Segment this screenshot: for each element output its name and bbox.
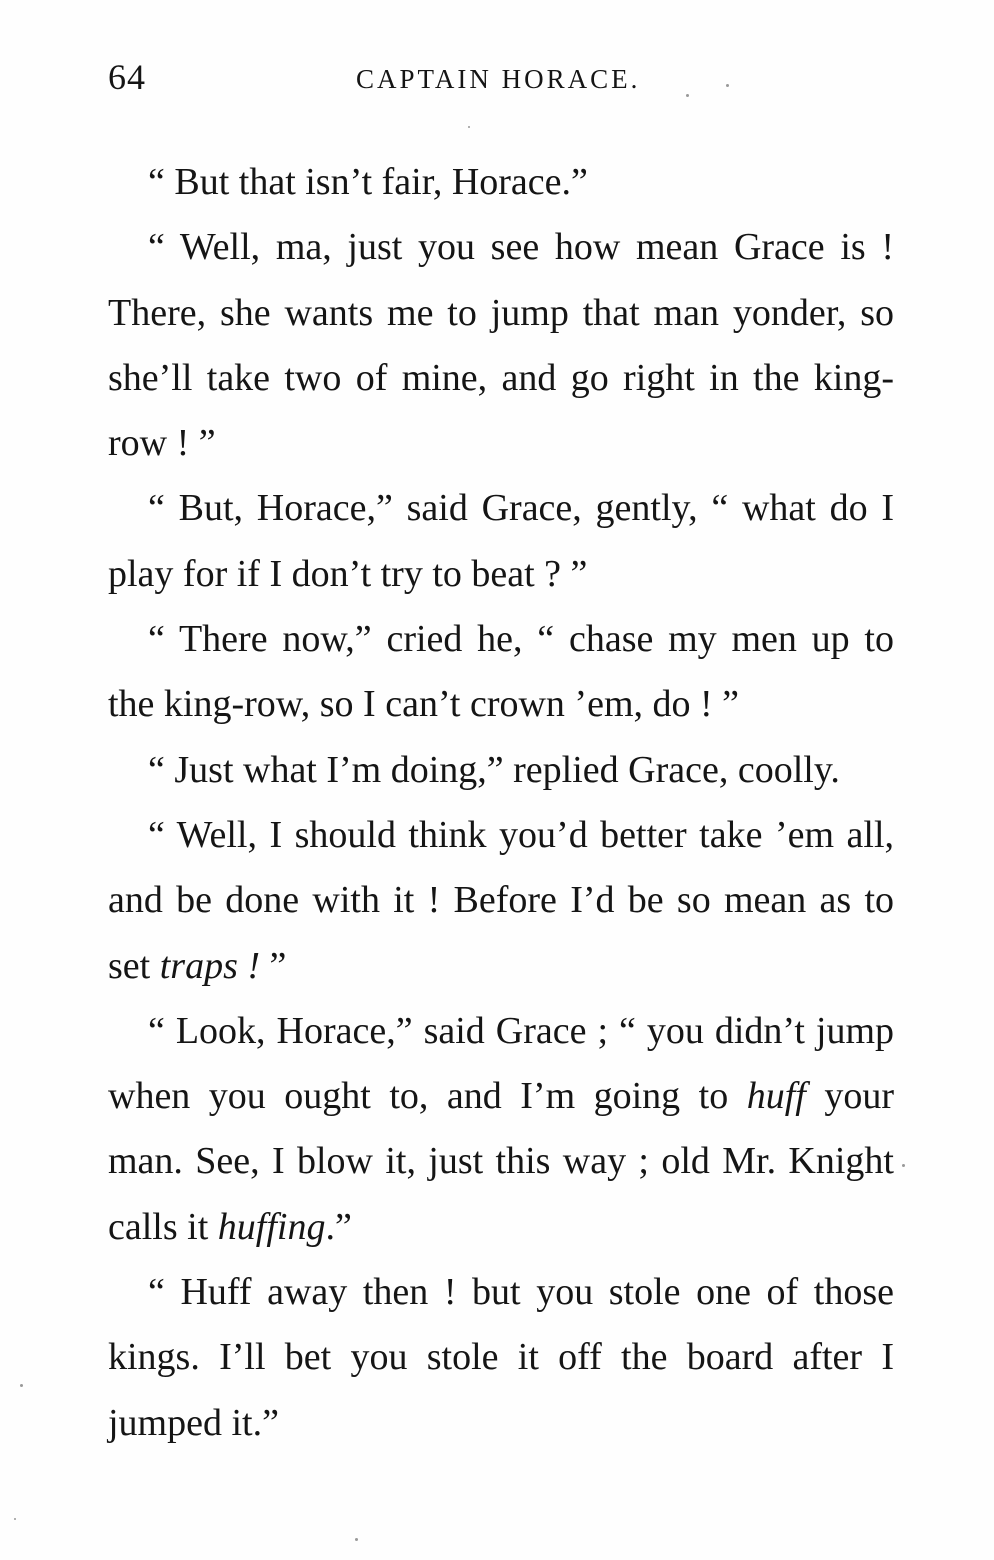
italic-word: traps !	[159, 944, 261, 987]
paper-speck	[726, 84, 729, 87]
page-number: 64	[108, 57, 146, 97]
paragraph-text: .”	[325, 1205, 352, 1248]
paragraph-text: “ Just what I’m doing,” replied Grace, coolly.	[148, 748, 840, 791]
italic-word: huff	[746, 1075, 806, 1118]
paragraph-text: “ Huff away then ! but you stole one of those kings. I’ll bet you stole it off the board after I jumped it.”	[108, 1271, 894, 1444]
paragraph-text: “ Well, ma, just you see how mean Grace is ! There, she wants me to jump that man yonder, so she’ll take two of mine, and go right in the king-row ! ”	[108, 226, 894, 465]
paragraph-text: “ There now,” cried he, “ chase my men up to the king-row, so I can’t crown ’em, do ! ”	[108, 618, 894, 726]
paragraph	[108, 999, 894, 1260]
paper-speck	[14, 1518, 16, 1520]
paragraph	[108, 476, 894, 607]
paragraph-text: “ But that isn’t fair, Horace.”	[148, 161, 588, 203]
paragraph-text: “ Look, Horace,” said Grace ; “ you didn’t jump when you ought to, and I’m going to	[108, 1009, 894, 1118]
italic-word: huffing	[217, 1205, 326, 1248]
paper-speck	[468, 126, 470, 128]
paragraph	[108, 738, 894, 803]
paragraph-text: ”	[260, 944, 287, 987]
paragraph	[108, 1260, 894, 1456]
paragraph	[108, 803, 894, 999]
paper-speck	[902, 1164, 905, 1167]
paragraph-text: “ But, Horace,” said Grace, gently, “ what do I play for if I don’t try to beat ? ”	[108, 487, 894, 595]
running-head: CAPTAIN HORACE.	[356, 64, 641, 94]
paragraph	[108, 607, 894, 738]
paragraph	[108, 150, 894, 215]
paragraph-text: your man. See, I blow it, just this way ; old Mr. Knight calls it	[108, 1075, 894, 1248]
paper-speck	[686, 94, 689, 97]
paper-speck	[20, 1384, 23, 1387]
paper-speck	[355, 1538, 358, 1541]
body-text	[108, 150, 894, 1456]
paragraph-text: “ Well, I should think you’d better take ’em all, and be done with it ! Before I’d be so mean as to set	[108, 813, 894, 987]
paragraph	[108, 215, 894, 476]
page-header	[108, 52, 908, 102]
